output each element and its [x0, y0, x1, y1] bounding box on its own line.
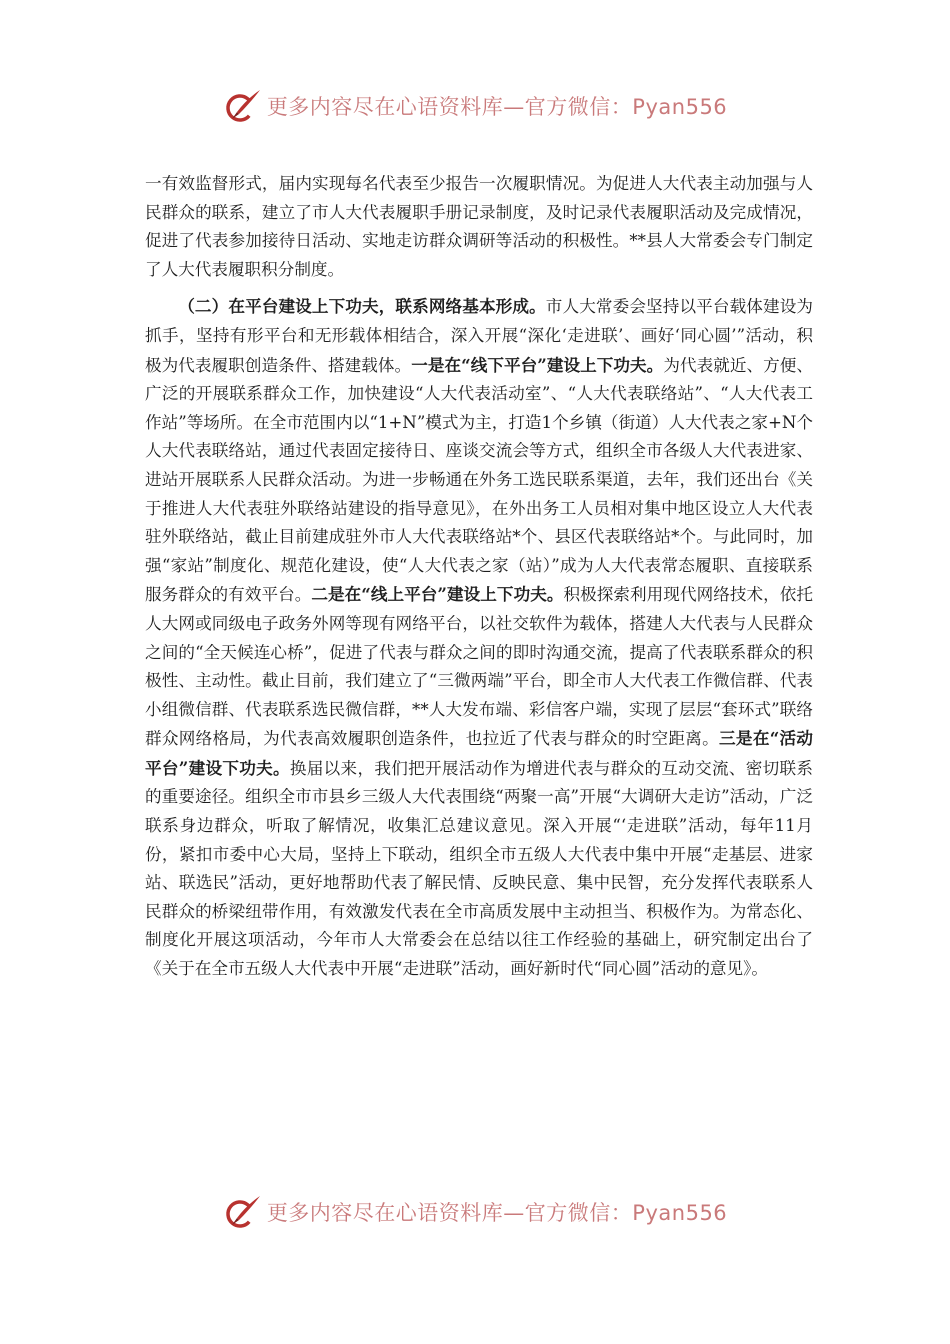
text-run: 市人大常委会坚持以平台载体建设为抓手，坚持有形平台和无形载体相结合，深入开展“深化‘走进联’、画好‘同心圆’”活动，积极为代表履职创造条件、搭建载体。 [145, 297, 814, 375]
text-run: 换届以来，我们把开展活动作为增进代表与群众的互动交流、密切联系的重要途径。组织全市市县乡三级人大代表围绕“两聚一高”开展“大调研大走访”活动，广泛联系身边群众，听取了解情况，收集汇总建议意见。深入开展“‘走进联”活动，每年11月份，紧扣市委中心大局，坚持上下联动，组织全市五级人大代表中集中开展“走基层、进家站、联选民”活动，更好地帮助代表了解民情、反映民意、集中民智，充分发挥代表联系人民群众的桥梁纽带作用，有效激发代表在全市高质发展中主动担当、积极作为。为常态化、制度化开展这项活动，今年市人大常委会在总结以往工作经验的基础上，研究制定出台了《关于在全市五级人大代表中开展“走进联”活动，画好新时代“同心圆”活动的意见》。 [145, 758, 814, 979]
paragraph [145, 292, 813, 983]
text-run: 为代表就近、方便、广泛的开展联系群众工作，加快建设“人大代表活动室”、“人大代表联络站”、“人大代表工作站”等场所。在全市范围内以“1+N”模式为主，打造1个乡镇（街道）人大代表之家+N个人大代表联络站，通过代表固定接待日、座谈交流会等方式，组织全市各级人大代表进家、进站开展联系人民群众活动。为进一步畅通在外务工选民联系渠道，去年，我们还出台《关于推进人大代表驻外联络站建设的指导意见》，在外出务工人员相对集中地区设立人大代表驻外联络站，截止目前建成驻外市人大代表联络站*个、县区代表联络站*个。与此同时，加强“家站”制度化、规范化建设，使“人大代表之家（站）”成为人大代表常态履职、直接联系服务群众的有效平台。 [145, 355, 814, 605]
footer-banner [0, 1188, 950, 1236]
text-run: 积极探索利用现代网络技术，依托人大网或同级电子政务外网等现有网络平台，以社交软件为载体，搭建人大代表与人民群众之间的“全天候连心桥”，促进了代表与群众之间的即时沟通交流，提高了代表联系群众的积极性、主动性。截止目前，我们建立了“三微两端”平台，即全市人大代表工作微信群、代表小组微信群、代表联系选民微信群，**人大发布端、彩信客户端，实现了层层“套环式”联络群众网络格局，为代表高效履职创造条件，也拉近了代表与群众的时空距离。 [145, 585, 814, 749]
document-body [145, 170, 813, 984]
text-run: 一有效监督形式，届内实现每名代表至少报告一次履职情况。为促进人大代表主动加强与人民群众的联系，建立了市人大代表履职手册记录制度，及时记录代表履职活动及完成情况，促进了代表参加接待日活动、实地走访群众调研等活动的积极性。**县人大常委会专门制定了人大代表履职积分制度。 [145, 174, 813, 279]
paragraph [145, 170, 813, 284]
bold-heading-run: （二）在平台建设上下功夫，联系网络基本形成。 [178, 296, 546, 317]
header-banner [0, 82, 950, 130]
pen-logo-icon [223, 1192, 263, 1232]
pen-logo-icon [223, 86, 263, 126]
bold-heading-run: 三是在“活动平台”建设下功夫。 [145, 728, 814, 778]
banner-text: 更多内容尽在心语资料库—官方微信：Pyan556 [266, 1201, 728, 1225]
bold-heading-run: 一是在“线下平台”建设上下功夫。 [411, 354, 664, 375]
banner-text: 更多内容尽在心语资料库—官方微信：Pyan556 [266, 95, 728, 119]
bold-heading-run: 二是在“线上平台”建设上下功夫。 [311, 584, 564, 605]
